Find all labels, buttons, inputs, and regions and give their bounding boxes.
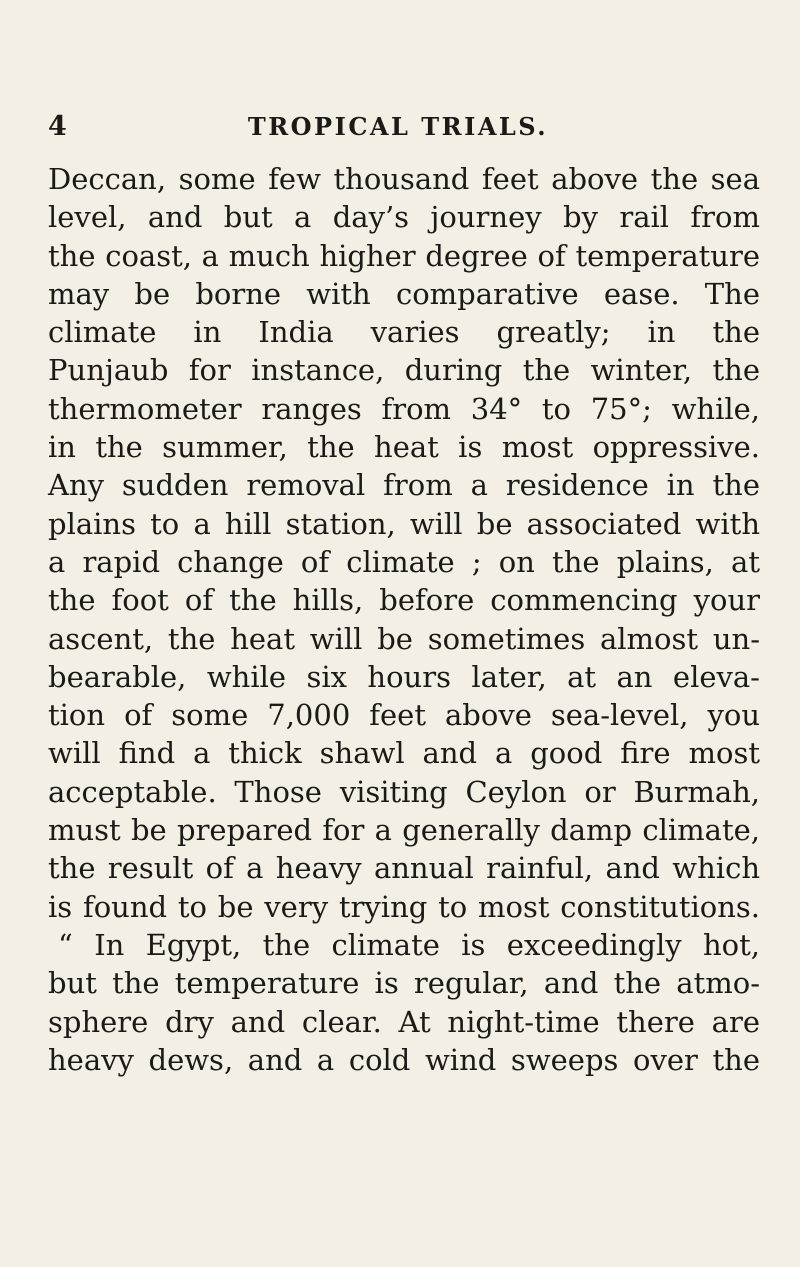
text-line: Any sudden removal from a residence in the <box>48 468 760 503</box>
page-header <box>48 110 748 144</box>
running-title: TROPICAL TRIALS. <box>247 112 549 141</box>
text-line: thermometer ranges from 34° to 75°; while, <box>48 391 760 426</box>
text-line: tion of some 7,000 feet above sea-level, you <box>48 698 760 733</box>
text-line: must be prepared for a generally damp climate, <box>48 813 760 848</box>
text-line: heavy dews, and a cold wind sweeps over the <box>48 1042 760 1077</box>
text-line: may be borne with comparative ease. The <box>48 276 760 311</box>
page-number: 4 <box>48 111 67 142</box>
text-line: the coast, a much higher degree of temperature <box>48 238 760 273</box>
text-line: “ In Egypt, the climate is exceedingly hot, <box>58 927 760 962</box>
text-line: sphere dry and clear. At night-time there are <box>48 1004 760 1039</box>
text-line: the foot of the hills, before commencing your <box>48 583 760 618</box>
text-line: ascent, the heat will be sometimes almost un- <box>48 621 760 656</box>
text-line: a rapid change of climate ; on the plains, at <box>48 544 760 579</box>
body-text <box>48 160 760 1079</box>
text-line: level, and but a day’s journey by rail from <box>48 200 760 235</box>
text-line: is found to be very trying to most constitutions. <box>48 889 760 924</box>
text-line: the result of a heavy annual rainful, and which <box>48 851 760 886</box>
text-line: but the temperature is regular, and the atmo- <box>48 966 760 1001</box>
text-line: plains to a hill station, will be associated with <box>48 506 760 541</box>
text-line: in the summer, the heat is most oppressive. <box>48 430 760 465</box>
text-line: acceptable. Those visiting Ceylon or Burmah, <box>48 774 760 809</box>
text-line: climate in India varies greatly; in the <box>48 315 760 350</box>
text-line: bearable, while six hours later, at an eleva- <box>48 659 760 694</box>
text-line: Deccan, some few thousand feet above the sea <box>48 162 760 196</box>
text-line: Punjaub for instance, during the winter, the <box>48 353 760 388</box>
text-line: will find a thick shawl and a good fire most <box>48 736 760 771</box>
